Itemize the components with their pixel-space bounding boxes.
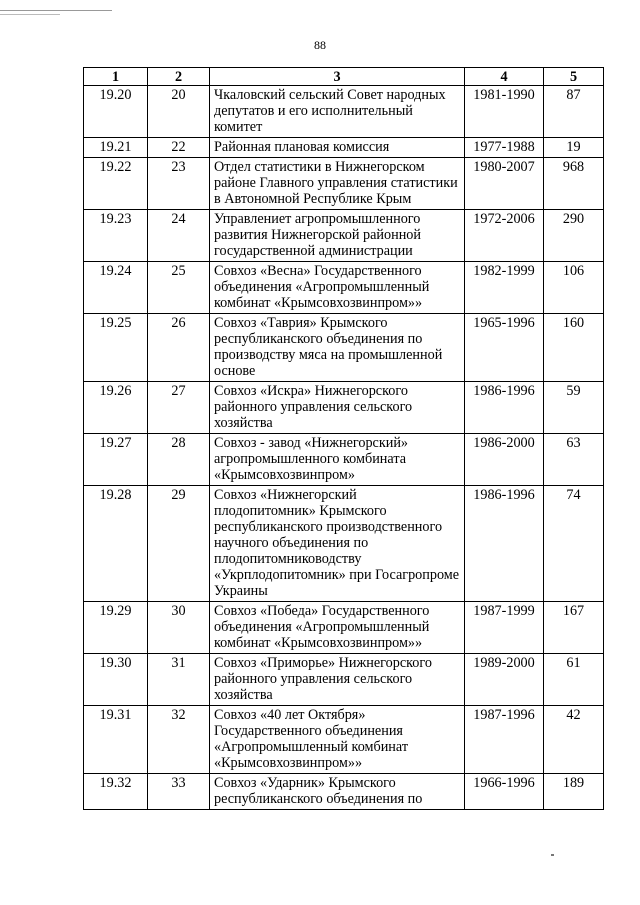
- table-row: [84, 602, 604, 654]
- fund-number-cell: 30: [148, 602, 210, 654]
- table-row: [84, 314, 604, 382]
- table-row: [84, 774, 604, 810]
- header-rule: [0, 10, 112, 11]
- fund-number-cell: 31: [148, 654, 210, 706]
- fund-number-cell: 27: [148, 382, 210, 434]
- fund-name-cell: Отдел статистики в Нижнегорском районе Главного управления статистики в Автономной Республике Крым: [210, 158, 465, 210]
- date-range-cell: 1987-1996: [465, 706, 544, 774]
- column-header-3: 3: [210, 68, 465, 86]
- table-row: [84, 706, 604, 774]
- fund-number-cell: 24: [148, 210, 210, 262]
- column-header-2: 2: [148, 68, 210, 86]
- column-header-1: 1: [84, 68, 148, 86]
- fund-name-cell: Управлениет агропромышленного развития Нижнегорской районной государственной администрации: [210, 210, 465, 262]
- file-count-cell: 167: [544, 602, 604, 654]
- date-range-cell: 1986-2000: [465, 434, 544, 486]
- fund-number-cell: 29: [148, 486, 210, 602]
- fund-name-cell: Районная плановая комиссия: [210, 138, 465, 158]
- item-number-cell: 19.26: [84, 382, 148, 434]
- file-count-cell: 290: [544, 210, 604, 262]
- file-count-cell: 42: [544, 706, 604, 774]
- file-count-cell: 61: [544, 654, 604, 706]
- table-row: [84, 654, 604, 706]
- page-number: 88: [314, 38, 326, 52]
- table-row: [84, 434, 604, 486]
- file-count-cell: 74: [544, 486, 604, 602]
- fund-number-cell: 26: [148, 314, 210, 382]
- date-range-cell: 1965-1996: [465, 314, 544, 382]
- table-row: [84, 210, 604, 262]
- item-number-cell: 19.32: [84, 774, 148, 810]
- date-range-cell: 1980-2007: [465, 158, 544, 210]
- file-count-cell: 87: [544, 86, 604, 138]
- item-number-cell: 19.28: [84, 486, 148, 602]
- fund-name-cell: Совхоз «Приморье» Нижнегорского районного управления сельского хозяйства: [210, 654, 465, 706]
- item-number-cell: 19.22: [84, 158, 148, 210]
- column-header-4: 4: [465, 68, 544, 86]
- fund-name-cell: Совхоз «40 лет Октября» Государственного объединения «Агропромышленный комбинат «Крымсовхозвинпром»»: [210, 706, 465, 774]
- table-row: [84, 138, 604, 158]
- fund-name-cell: Совхоз «Ударник» Крымского республиканского объединения по: [210, 774, 465, 810]
- file-count-cell: 59: [544, 382, 604, 434]
- item-number-cell: 19.27: [84, 434, 148, 486]
- table-row: [84, 382, 604, 434]
- fund-name-cell: Совхоз «Нижнегорский плодопитомник» Крымского республиканского производственного научного объединения по плодопитомниководству «Укрплодопитомник» при Госагропроме Украины: [210, 486, 465, 602]
- fund-name-cell: Совхоз - завод «Нижнегорский» агропромышленного комбината «Крымсовхозвинпром»: [210, 434, 465, 486]
- fund-number-cell: 33: [148, 774, 210, 810]
- fund-name-cell: Совхоз «Искра» Нижнегорского районного управления сельского хозяйства: [210, 382, 465, 434]
- fund-number-cell: 28: [148, 434, 210, 486]
- header-rule-short: [0, 14, 60, 15]
- item-number-cell: 19.25: [84, 314, 148, 382]
- date-range-cell: 1987-1999: [465, 602, 544, 654]
- column-header-5: 5: [544, 68, 604, 86]
- date-range-cell: 1972-2006: [465, 210, 544, 262]
- registry-table: [83, 67, 604, 810]
- item-number-cell: 19.21: [84, 138, 148, 158]
- table-row: [84, 262, 604, 314]
- table-row: [84, 486, 604, 602]
- item-number-cell: 19.29: [84, 602, 148, 654]
- date-range-cell: 1981-1990: [465, 86, 544, 138]
- fund-name-cell: Совхоз «Победа» Государственного объединения «Агропромышленный комбинат «Крымсовхозвинпром»»: [210, 602, 465, 654]
- fund-name-cell: Чкаловский сельский Совет народных депутатов и его исполнительный комитет: [210, 86, 465, 138]
- item-number-cell: 19.24: [84, 262, 148, 314]
- fund-number-cell: 32: [148, 706, 210, 774]
- date-range-cell: 1989-2000: [465, 654, 544, 706]
- fund-number-cell: 22: [148, 138, 210, 158]
- file-count-cell: 19: [544, 138, 604, 158]
- fund-number-cell: 20: [148, 86, 210, 138]
- item-number-cell: 19.20: [84, 86, 148, 138]
- date-range-cell: 1982-1999: [465, 262, 544, 314]
- date-range-cell: 1986-1996: [465, 486, 544, 602]
- fund-name-cell: Совхоз «Таврия» Крымского республиканского объединения по производству мяса на промышленной основе: [210, 314, 465, 382]
- date-range-cell: 1977-1988: [465, 138, 544, 158]
- table-row: [84, 158, 604, 210]
- table-header-row: [84, 68, 604, 86]
- file-count-cell: 968: [544, 158, 604, 210]
- item-number-cell: 19.30: [84, 654, 148, 706]
- item-number-cell: 19.31: [84, 706, 148, 774]
- file-count-cell: 160: [544, 314, 604, 382]
- fund-name-cell: Совхоз «Весна» Государственного объединения «Агропромышленный комбинат «Крымсовхозвинпром»»: [210, 262, 465, 314]
- file-count-cell: 63: [544, 434, 604, 486]
- date-range-cell: 1966-1996: [465, 774, 544, 810]
- date-range-cell: 1986-1996: [465, 382, 544, 434]
- table-body: [84, 86, 604, 810]
- file-count-cell: 106: [544, 262, 604, 314]
- table-row: [84, 86, 604, 138]
- item-number-cell: 19.23: [84, 210, 148, 262]
- fund-number-cell: 23: [148, 158, 210, 210]
- file-count-cell: 189: [544, 774, 604, 810]
- scan-speck: [551, 854, 554, 856]
- fund-number-cell: 25: [148, 262, 210, 314]
